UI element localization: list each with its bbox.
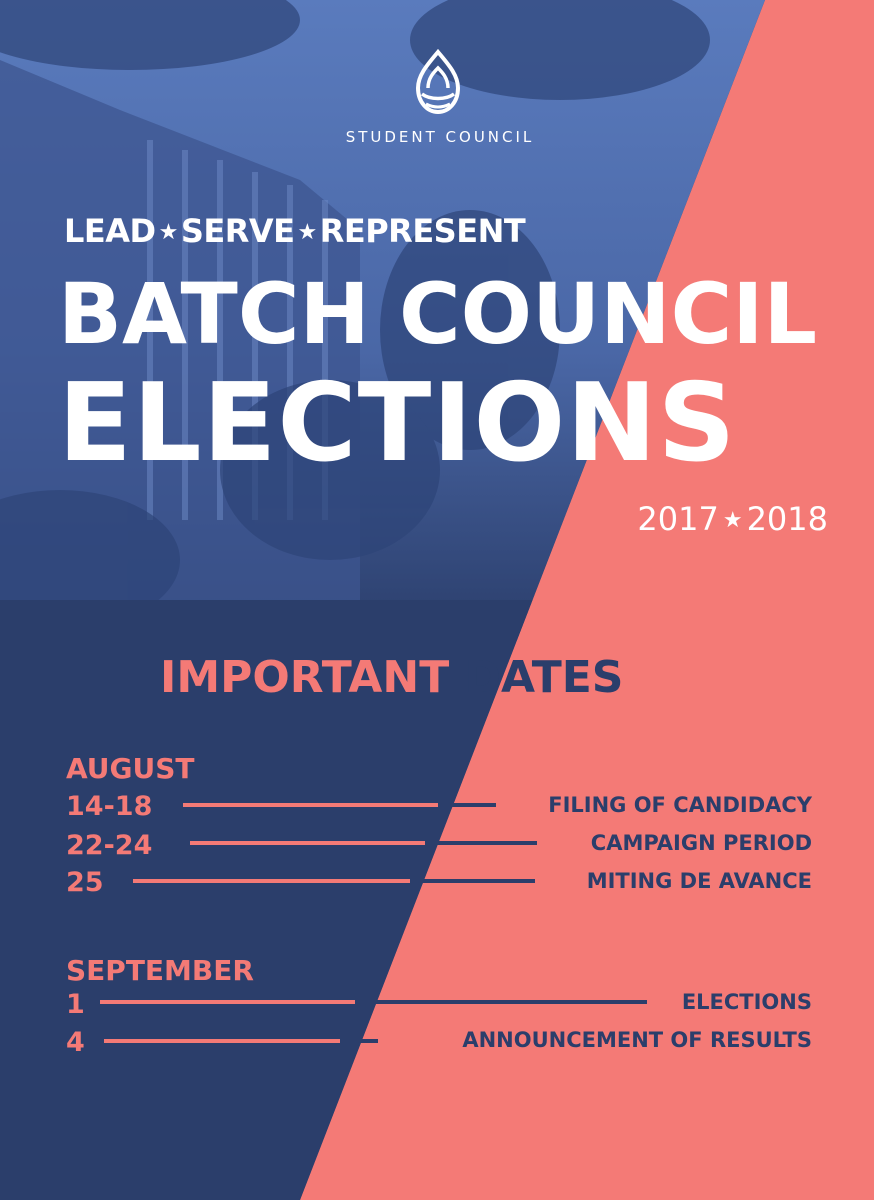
date-connector-line	[425, 841, 537, 845]
tagline-word-represent: REPRESENT	[319, 212, 526, 250]
title-line-2: ELECTIONS	[58, 361, 737, 486]
date-connector-line	[438, 803, 496, 807]
school-year	[637, 500, 828, 538]
event-label: ANNOUNCEMENT OF RESULTS	[462, 1028, 812, 1052]
day-label: 22-24	[66, 830, 153, 861]
event-label: MITING DE AVANCE	[586, 869, 812, 893]
month-september: SEPTEMBER	[66, 954, 254, 987]
day-label: 4	[66, 1027, 85, 1058]
star-icon: ★	[722, 508, 743, 533]
date-connector-line	[340, 1039, 378, 1043]
date-connector-line	[355, 1000, 647, 1004]
tagline	[64, 212, 525, 250]
date-connector-line	[104, 1039, 340, 1043]
date-connector-line	[133, 879, 410, 883]
heading-word-important: IMPORTANT	[160, 652, 450, 703]
tagline-word-serve: SERVE	[180, 212, 295, 250]
organization-name: STUDENT COUNCIL	[345, 128, 535, 146]
day-label: 14-18	[66, 791, 153, 822]
event-label: CAMPAIGN PERIOD	[590, 831, 812, 855]
year-start: 2017	[637, 500, 719, 538]
title-line-1: BATCH COUNCIL	[58, 265, 817, 363]
star-icon: ★	[158, 220, 178, 245]
date-connector-line	[100, 1000, 355, 1004]
month-august: AUGUST	[66, 752, 195, 785]
important-dates-heading	[160, 652, 623, 703]
date-connector-line	[410, 879, 535, 883]
day-label: 25	[66, 867, 104, 898]
heading-word-dates: DATES	[464, 652, 624, 703]
student-council-logo	[396, 48, 480, 120]
event-label: ELECTIONS	[681, 990, 812, 1014]
day-label: 1	[66, 989, 85, 1020]
date-connector-line	[183, 803, 438, 807]
tagline-word-lead: LEAD	[64, 212, 156, 250]
event-label: FILING OF CANDIDACY	[548, 793, 812, 817]
year-end: 2018	[746, 500, 828, 538]
date-connector-line	[190, 841, 425, 845]
star-icon: ★	[297, 220, 317, 245]
